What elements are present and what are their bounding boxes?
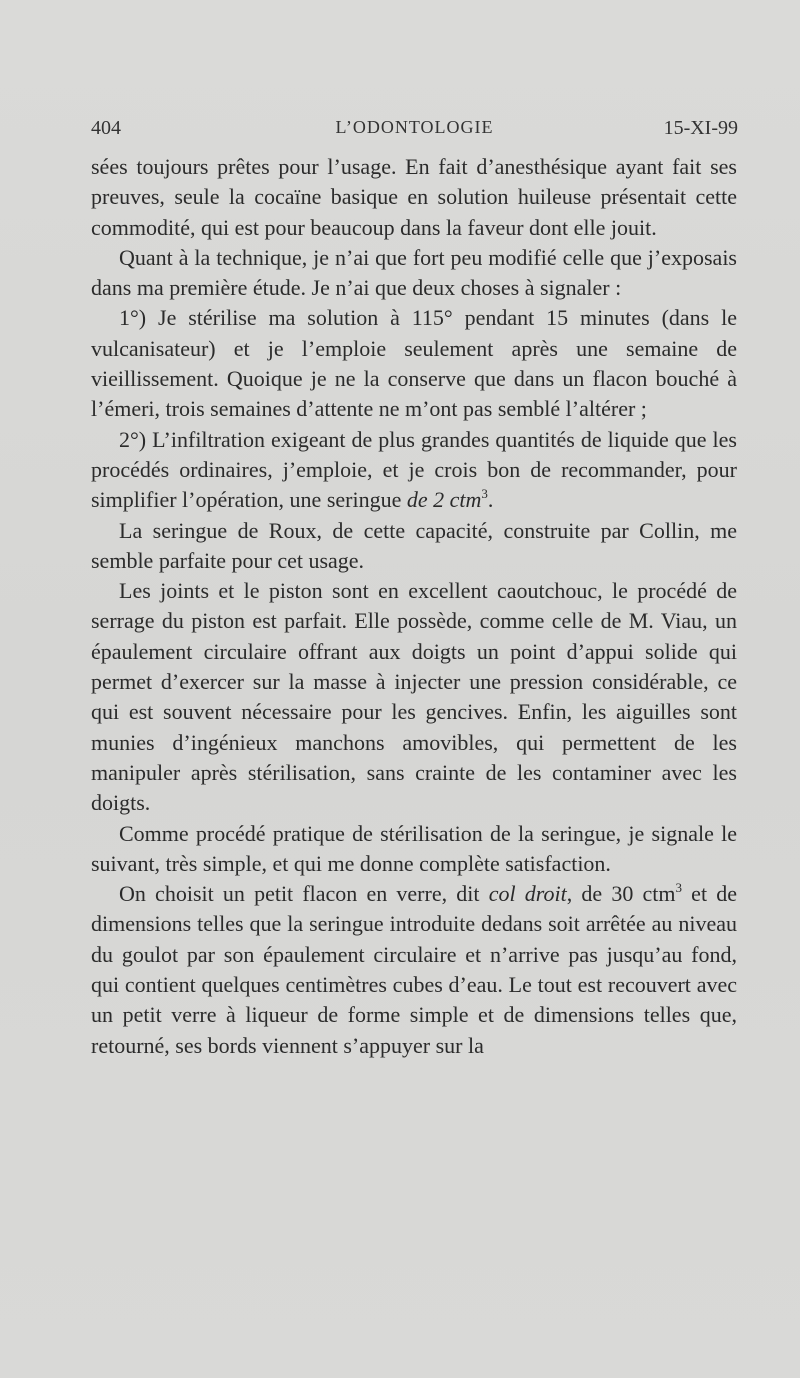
paragraph: Comme procédé pratique de stérilisation de la seringue, je signale le suivant, très simple, et qui me donne complète satisfaction.: [91, 820, 737, 876]
paragraph-text: 2°) L’infiltration exigeant de plus grandes quantités de liquide que les procédés ordinaires, j’emploie, et je crois bon de recommander, pour simplifier l’opération, une seringue: [91, 426, 737, 513]
paragraph: La seringue de Roux, de cette capacité, construite par Collin, me semble parfaite pour cet usage.: [91, 517, 737, 573]
paragraph-text: et de dimensions telles que la seringue introduite dedans soit arrêtée au niveau du goulot par son épaulement circulaire et n’arrive pas jusqu’au fond, qui contient quelques centimètres cubes d’eau. Le tout est recouvert avec un petit verre à liqueur de forme simple et de dimensions telles que, retourné, ses bords viennent s’appuyer sur la: [91, 881, 737, 1058]
running-title: L’ODONTOLOGIE: [335, 117, 494, 137]
body-text: [91, 152, 737, 1061]
paragraph: [91, 425, 737, 516]
paragraph: Quant à la technique, je n’ai que fort peu modifié celle que j’exposais dans ma première étude. Je n’ai que deux choses à signaler :: [91, 244, 737, 301]
italic-text: de 2 ctm: [406, 487, 482, 513]
superscript: 3: [481, 486, 488, 502]
paragraph-text: , de 30 ctm: [566, 881, 676, 907]
paragraph-text: On choisit un petit flacon en verre, dit: [119, 881, 489, 907]
paragraph: [91, 879, 737, 1061]
paragraph: 1°) Je stérilise ma solution à 115° pendant 15 minutes (dans le vulcanisateur) et je l’emploie seulement après une semaine de vieillissement. Quoique je ne la conserve que dans un flacon bouché à l’émeri, trois semaines d’attente ne m’ont pas semblé l’altérer ;: [91, 305, 737, 422]
running-header: [91, 117, 738, 145]
paragraph: sées toujours prêtes pour l’usage. En fait d’anesthésique ayant fait ses preuves, seule la cocaïne basique en solution huileuse présentait cette commodité, qui est pour beaucoup dans la faveur dont elle jouit.: [91, 154, 737, 240]
italic-text: col droit: [488, 881, 567, 907]
issue-date: 15-XI-99: [663, 117, 738, 139]
paragraph-text: .: [487, 487, 494, 513]
superscript: 3: [675, 880, 682, 896]
paragraph: Les joints et le piston sont en excellent caoutchouc, le procédé de serrage du piston est parfait. Elle possède, comme celle de M. Viau, un épaulement circulaire offrant aux doigts un point d’appui solide qui permet d’exercer sur la masse à injecter une pression considérable, ce qui est souvent nécessaire pour les gencives. Enfin, les aiguilles sont munies d’ingénieux manchons amovibles, qui permettent de les manipuler après stérilisation, sans crainte de les contaminer avec les doigts.: [91, 578, 737, 816]
page-number: 404: [91, 117, 121, 139]
